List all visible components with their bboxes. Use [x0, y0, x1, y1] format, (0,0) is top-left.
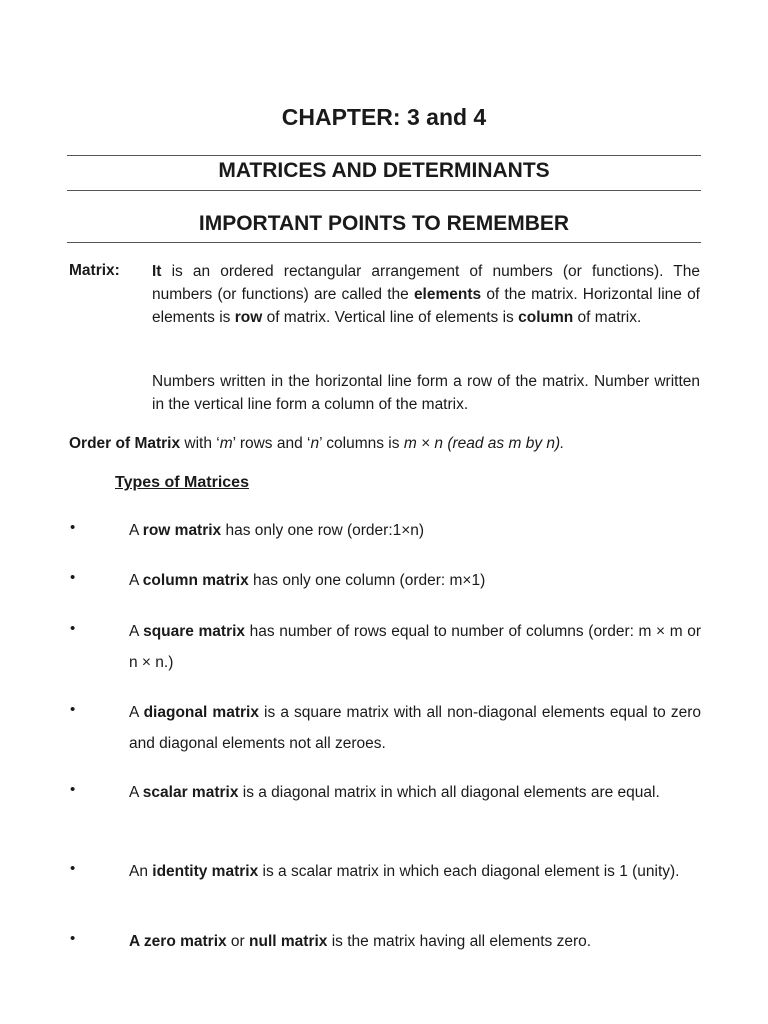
bold-run: Order of Matrix [69, 435, 181, 452]
text-run: is an ordered rectangular arrangement of numbers (or functions). The numbers (or functions) are called the [152, 263, 700, 303]
text-run: of the matrix. Horizontal line of elements is [152, 286, 700, 326]
bold-run: It [152, 263, 162, 280]
divider-middle [67, 190, 701, 191]
bold-run: row [234, 309, 263, 326]
matrix-type-item [129, 926, 701, 957]
types-heading: Types of Matrices [115, 474, 249, 491]
subtitle: IMPORTANT POINTS TO REMEMBER [198, 212, 570, 235]
bold-run: identity matrix [152, 863, 259, 880]
text-run: A [129, 623, 144, 640]
section-title: MATRICES AND DETERMINANTS [218, 159, 550, 182]
text-run: or [226, 933, 250, 950]
text-run: of matrix. [573, 309, 642, 326]
matrix-type-item [129, 616, 701, 678]
bold-run: row matrix [142, 522, 222, 539]
divider-bottom [67, 242, 701, 243]
bold-run: A zero matrix [129, 933, 227, 950]
matrix-definition [152, 260, 700, 329]
bullet-icon: • [70, 781, 76, 798]
text-run: is a scalar matrix in which each diagonal element is 1 (unity). [258, 863, 680, 880]
text-run: has number of rows equal to number of columns (order: m × m or n × n.) [129, 623, 701, 671]
italic-run: m [219, 435, 233, 452]
bold-run: diagonal matrix [143, 704, 259, 721]
bullet-icon: • [70, 701, 76, 718]
italic-run: m × n (read as m by n). [403, 435, 565, 452]
matrix-label: Matrix: [69, 262, 120, 279]
bullet-icon: • [70, 860, 76, 877]
text-run: with ‘ [180, 435, 220, 452]
bold-run: null matrix [249, 933, 328, 950]
bold-run: column [518, 309, 574, 326]
text-run: of matrix. Vertical line of elements is [262, 309, 519, 326]
bullet-icon: • [70, 569, 76, 586]
matrix-type-item [129, 856, 701, 887]
matrix-row-column-note: Numbers written in the horizontal line form a row of the matrix. Number written in the vertical line form a column of the matrix. [152, 373, 700, 413]
text-run: is a square matrix with all non-diagonal elements equal to zero and diagonal elements not all zeroes. [129, 704, 702, 752]
text-run: has only one row (order:1×n) [221, 522, 425, 539]
bullet-icon: • [70, 620, 76, 637]
bold-run: elements [413, 286, 482, 303]
chapter-title: CHAPTER: 3 and 4 [281, 104, 487, 130]
bullet-icon: • [70, 519, 76, 536]
matrix-type-item [129, 565, 701, 596]
text-run: is a diagonal matrix in which all diagonal elements are equal. [238, 784, 660, 801]
text-run: is the matrix having all elements zero. [327, 933, 592, 950]
text-run: An [129, 863, 153, 880]
text-run: has only one column (order: m×1) [248, 572, 486, 589]
bold-run: square matrix [143, 623, 246, 640]
order-of-matrix [69, 432, 709, 455]
text-run: A [129, 572, 143, 589]
bold-run: scalar matrix [142, 784, 239, 801]
matrix-type-item [129, 777, 701, 808]
text-run: A [129, 522, 143, 539]
bold-run: column matrix [142, 572, 249, 589]
text-run: ’ columns is [319, 435, 404, 452]
text-run: ’ rows and ‘ [232, 435, 311, 452]
matrix-type-item [129, 697, 701, 759]
divider-top [67, 155, 701, 156]
bullet-icon: • [70, 930, 76, 947]
italic-run: n [310, 435, 320, 452]
matrix-type-item [129, 515, 701, 546]
text-run: A [129, 784, 143, 801]
text-run: A [129, 704, 144, 721]
